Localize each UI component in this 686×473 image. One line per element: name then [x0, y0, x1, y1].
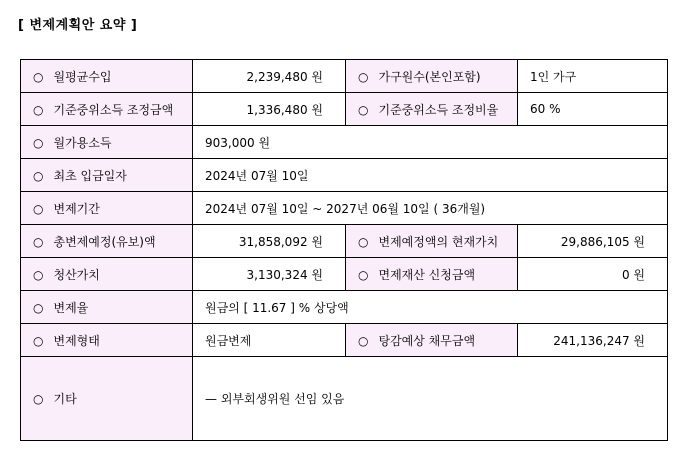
label-liquidation-value: ○ 청산가치 [21, 258, 193, 291]
table-row [21, 60, 668, 93]
label-disposable-income: ○ 월가용소득 [21, 126, 193, 159]
table-row [21, 225, 668, 258]
bullet-icon: ○ [33, 333, 44, 348]
table-row [21, 192, 668, 225]
value-repayment-type: 원금변제 [193, 324, 346, 357]
bullet-icon: ○ [358, 234, 369, 249]
label-total-planned-repayment: ○ 총변제예정(유보)액 [21, 225, 193, 258]
bullet-icon: ○ [358, 333, 369, 348]
label-exempt-property: ○ 면제재산 신청금액 [346, 258, 518, 291]
value-liquidation-value: 3,130,324 원 [193, 258, 346, 291]
bullet-icon: ○ [33, 168, 44, 183]
value-repayment-period: 2024년 07월 10일 ~ 2027년 06월 10일 ( 36개월) [193, 192, 668, 225]
table-row [21, 291, 668, 324]
bullet-icon: ○ [358, 267, 369, 282]
value-monthly-income: 2,239,480 원 [193, 60, 346, 93]
value-exempt-property: 0 원 [518, 258, 668, 291]
label-other: ○ 기타 [21, 357, 193, 441]
bullet-icon: ○ [358, 102, 369, 117]
table-row [21, 93, 668, 126]
bullet-icon: ○ [33, 201, 44, 216]
bullet-icon: ○ [33, 135, 44, 150]
table-row [21, 126, 668, 159]
repayment-summary-table [20, 59, 668, 441]
label-median-income-adjusted: ○ 기준중위소득 조정금액 [21, 93, 193, 126]
bullet-icon: ○ [33, 69, 44, 84]
label-repayment-period: ○ 변제기간 [21, 192, 193, 225]
table-row [21, 159, 668, 192]
label-repayment-type: ○ 변제형태 [21, 324, 193, 357]
table-row [21, 357, 668, 441]
value-household-members: 1인 가구 [518, 60, 668, 93]
label-first-deposit-date: ○ 최초 입금일자 [21, 159, 193, 192]
value-median-income-adjusted: 1,336,480 원 [193, 93, 346, 126]
value-expected-debt-relief: 241,136,247 원 [518, 324, 668, 357]
label-monthly-income: ○ 월평균수입 [21, 60, 193, 93]
value-first-deposit-date: 2024년 07월 10일 [193, 159, 668, 192]
bullet-icon: ○ [33, 234, 44, 249]
bullet-icon: ○ [33, 102, 44, 117]
bullet-icon: ○ [358, 69, 369, 84]
value-median-income-ratio: 60 % [518, 93, 668, 126]
value-repayment-rate: 원금의 [ 11.67 ] % 상당액 [193, 291, 668, 324]
label-repayment-rate: ○ 변제율 [21, 291, 193, 324]
label-expected-debt-relief: ○ 탕감예상 채무금액 [346, 324, 518, 357]
value-total-planned-repayment: 31,858,092 원 [193, 225, 346, 258]
value-other: — 외부회생위원 선임 있음 [193, 357, 668, 441]
bullet-icon: ○ [33, 392, 44, 406]
table-row [21, 258, 668, 291]
label-present-value: ○ 변제예정액의 현재가치 [346, 225, 518, 258]
value-disposable-income: 903,000 원 [193, 126, 668, 159]
table-row [21, 324, 668, 357]
value-present-value: 29,886,105 원 [518, 225, 668, 258]
label-household-members: ○ 가구원수(본인포함) [346, 60, 518, 93]
page-title: [ 변제계획안 요약 ] [18, 18, 138, 33]
label-median-income-ratio: ○ 기준중위소득 조정비율 [346, 93, 518, 126]
bullet-icon: ○ [33, 267, 44, 282]
bullet-icon: ○ [33, 300, 44, 315]
